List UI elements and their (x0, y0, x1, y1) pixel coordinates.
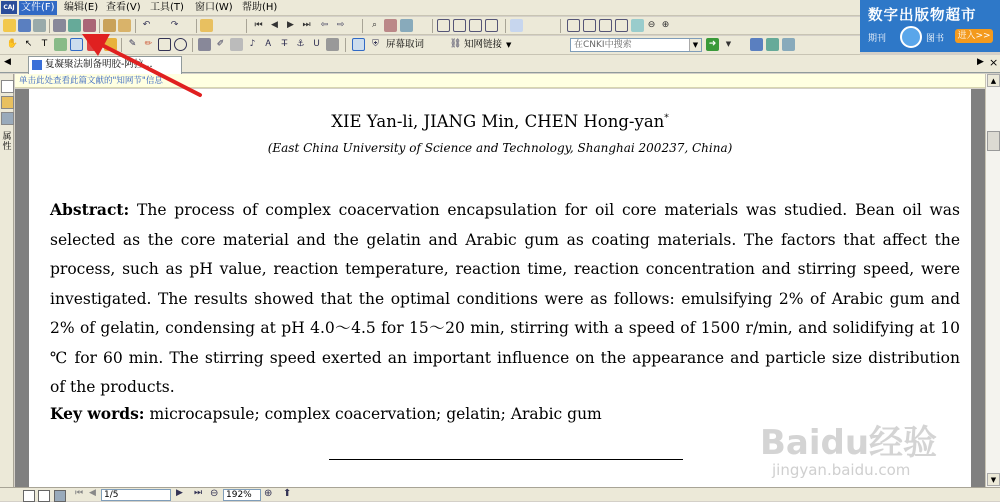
last-page-icon[interactable]: ⏭ (302, 20, 311, 30)
single-view-icon[interactable] (23, 490, 35, 502)
page-number-field[interactable]: 1/5 (101, 489, 171, 501)
open-icon[interactable] (3, 19, 16, 32)
first-page-icon[interactable]: ⏮ (254, 20, 263, 30)
author-footnote-mark: * (664, 113, 669, 124)
status-zoom-out-icon[interactable]: ⊖ (210, 488, 219, 499)
banner-title: 数字出版物超市 (868, 8, 977, 24)
zoom-out-icon[interactable]: ⊖ (647, 20, 656, 30)
keywords-label: Key words: (50, 404, 145, 423)
go-dropdown-icon[interactable]: ▼ (725, 40, 732, 48)
continuous-view-icon[interactable] (38, 490, 50, 502)
annotation-icon[interactable] (1, 96, 14, 109)
music-icon[interactable]: ♪ (249, 39, 256, 49)
watermark-brand: Baidu经验 (760, 423, 938, 463)
underline-icon[interactable]: U (313, 39, 320, 49)
menu-view[interactable]: 查看(V) (106, 2, 141, 13)
status-last-page-icon[interactable]: ⏭ (194, 488, 203, 498)
edit-icon[interactable]: ✐ (216, 39, 225, 49)
abstract-paragraph (50, 195, 960, 403)
left-side-panel (0, 74, 14, 487)
actual-size-icon[interactable] (615, 19, 628, 32)
save-as-icon[interactable] (33, 19, 46, 32)
screen-word-label[interactable]: 屏幕取词 (386, 39, 425, 50)
caj-document-icon (32, 60, 42, 70)
capture-icon[interactable] (352, 38, 365, 51)
banner-wifi-icon (900, 26, 922, 48)
split-icon[interactable] (510, 19, 523, 32)
delete-icon[interactable] (326, 38, 339, 51)
bookmark-icon[interactable] (1, 80, 14, 93)
cnki-link-label[interactable]: 知网链接 (464, 39, 503, 50)
menu-tools[interactable]: 工具(T) (150, 2, 184, 13)
single-page-icon[interactable] (437, 19, 450, 32)
strikethrough-icon[interactable]: T̶ (281, 39, 288, 49)
abstract-text: The process of complex coacervation encapsulation for oil core materials was studied. Bean oil was selected as the core material and the gelatin and Arabic gum as coating materials. The factors that affect the process, such as pH value, reaction temperature, reaction time, reaction concentration and stirring speed, were investigated. The results showed that the optimal conditions were as follows: emulsifying 2% of Arabic gum and 2% of gelatin, condensing at pH 4.0～4.5 for 15～20 min, stirring with a speed of 1500 r/min, and solidifying at 10 ℃ for 60 min. The stirring speed exerted an important influence on the appearance and particle size distribution of the products. (50, 201, 960, 396)
text-select-icon[interactable]: T (41, 39, 48, 49)
back-icon[interactable]: ⇦ (320, 20, 329, 30)
save-icon[interactable] (18, 19, 31, 32)
tab-title: 复凝聚法制备明胶-阿拉... (45, 59, 153, 70)
scroll-up-icon[interactable]: ▲ (987, 74, 1000, 87)
properties-tab[interactable]: 属性 (2, 132, 12, 152)
menu-help[interactable]: 帮助(H) (242, 2, 278, 13)
continuous-page-icon[interactable] (453, 19, 466, 32)
next-page-icon[interactable]: ▶ (287, 20, 294, 30)
pencil-icon[interactable]: ✏ (144, 39, 153, 49)
eraser-icon[interactable] (230, 38, 243, 51)
undo-icon[interactable]: ↶ (142, 20, 151, 30)
fit-icon[interactable] (583, 19, 596, 32)
facing-page-icon[interactable] (469, 19, 482, 32)
continuous-facing-icon[interactable] (485, 19, 498, 32)
status-up-icon[interactable]: ⬆ (283, 488, 292, 499)
zoom-in-icon[interactable]: ⊕ (661, 20, 670, 30)
forward-icon[interactable]: ⇨ (336, 20, 345, 30)
link-icon[interactable]: ⛓ (449, 39, 462, 49)
menu-bar (0, 0, 860, 16)
select-arrow-icon[interactable]: ↖ (24, 39, 33, 49)
print-icon[interactable] (53, 19, 66, 32)
pen-icon[interactable]: ✎ (128, 39, 137, 49)
fit-page-icon[interactable] (631, 19, 644, 32)
text-tool-icon[interactable]: Ꭺ (265, 39, 272, 49)
hand-tool-icon[interactable]: ✋ (6, 39, 19, 49)
keywords-text: microcapsule; complex coacervation; gelatin; Arabic gum (149, 405, 602, 423)
zoom-level-field[interactable]: 192% (223, 489, 261, 501)
infobar-text[interactable]: 单击此处查看此篇文献的"知网节"信息 (19, 76, 163, 86)
banner-journal-label: 期刊 (868, 34, 887, 44)
options-icon[interactable] (782, 38, 795, 51)
tab-scroll-left-icon[interactable]: ◀ (4, 57, 11, 67)
search-dropdown-icon[interactable]: ▼ (689, 39, 701, 51)
find-icon[interactable]: ⌕ (371, 20, 378, 30)
redo-icon[interactable]: ↷ (170, 20, 179, 30)
affiliation: (East China University of Science and Technology, Shanghai 200237, China) (267, 141, 733, 155)
fullscreen-icon[interactable] (567, 19, 580, 32)
abstract-label: Abstract: (50, 200, 130, 219)
tab-scroll-right-icon[interactable]: ▶ (977, 57, 984, 67)
watermark-url: jingyan.baidu.com (772, 461, 911, 479)
search-go-icon[interactable]: ➜ (706, 38, 719, 51)
thumbnail-icon[interactable] (1, 112, 14, 125)
close-tab-icon[interactable]: × (989, 56, 999, 69)
status-prev-page-icon[interactable]: ◀ (89, 488, 96, 498)
prev-page-icon[interactable]: ◀ (271, 20, 278, 30)
app-logo-icon: CAJ (1, 1, 17, 14)
menu-window[interactable]: 窗口(W) (195, 2, 233, 13)
annotation-arrow-icon (80, 30, 205, 100)
link-dropdown-icon[interactable]: ▼ (506, 41, 512, 49)
image-select-icon[interactable] (54, 38, 67, 51)
tool-icon[interactable] (384, 19, 397, 32)
help-icon[interactable] (750, 38, 763, 51)
digital-publication-banner[interactable] (860, 0, 1000, 52)
info-icon[interactable] (766, 38, 779, 51)
facing-view-icon[interactable] (54, 490, 66, 502)
scroll-down-icon[interactable]: ▼ (987, 473, 1000, 486)
authors-text: XIE Yan-li, JIANG Min, CHEN Hong-yan (331, 112, 665, 131)
menu-edit[interactable]: 编辑(E) (64, 2, 99, 13)
banner-book-label: 图书 (926, 34, 945, 44)
fit-width-icon[interactable] (599, 19, 612, 32)
banner-enter-button[interactable]: 进入>> (955, 29, 993, 43)
menu-file[interactable]: 文件(F) (21, 2, 55, 13)
footnote-divider (329, 459, 683, 460)
status-zoom-in-icon[interactable]: ⊕ (264, 488, 273, 499)
status-next-page-icon[interactable]: ▶ (176, 488, 183, 498)
scroll-thumb[interactable] (987, 131, 1000, 151)
cnki-search-input[interactable]: 在CNKI中搜索 ▼ (570, 38, 702, 52)
baidu-jingyan-watermark (760, 415, 990, 495)
anchor-icon[interactable]: ⚓ (296, 39, 305, 49)
tool-icon-2[interactable] (400, 19, 413, 32)
status-first-page-icon[interactable]: ⏮ (75, 488, 84, 498)
shield-icon[interactable]: ⛨ (372, 39, 379, 49)
authors-line (29, 112, 971, 131)
